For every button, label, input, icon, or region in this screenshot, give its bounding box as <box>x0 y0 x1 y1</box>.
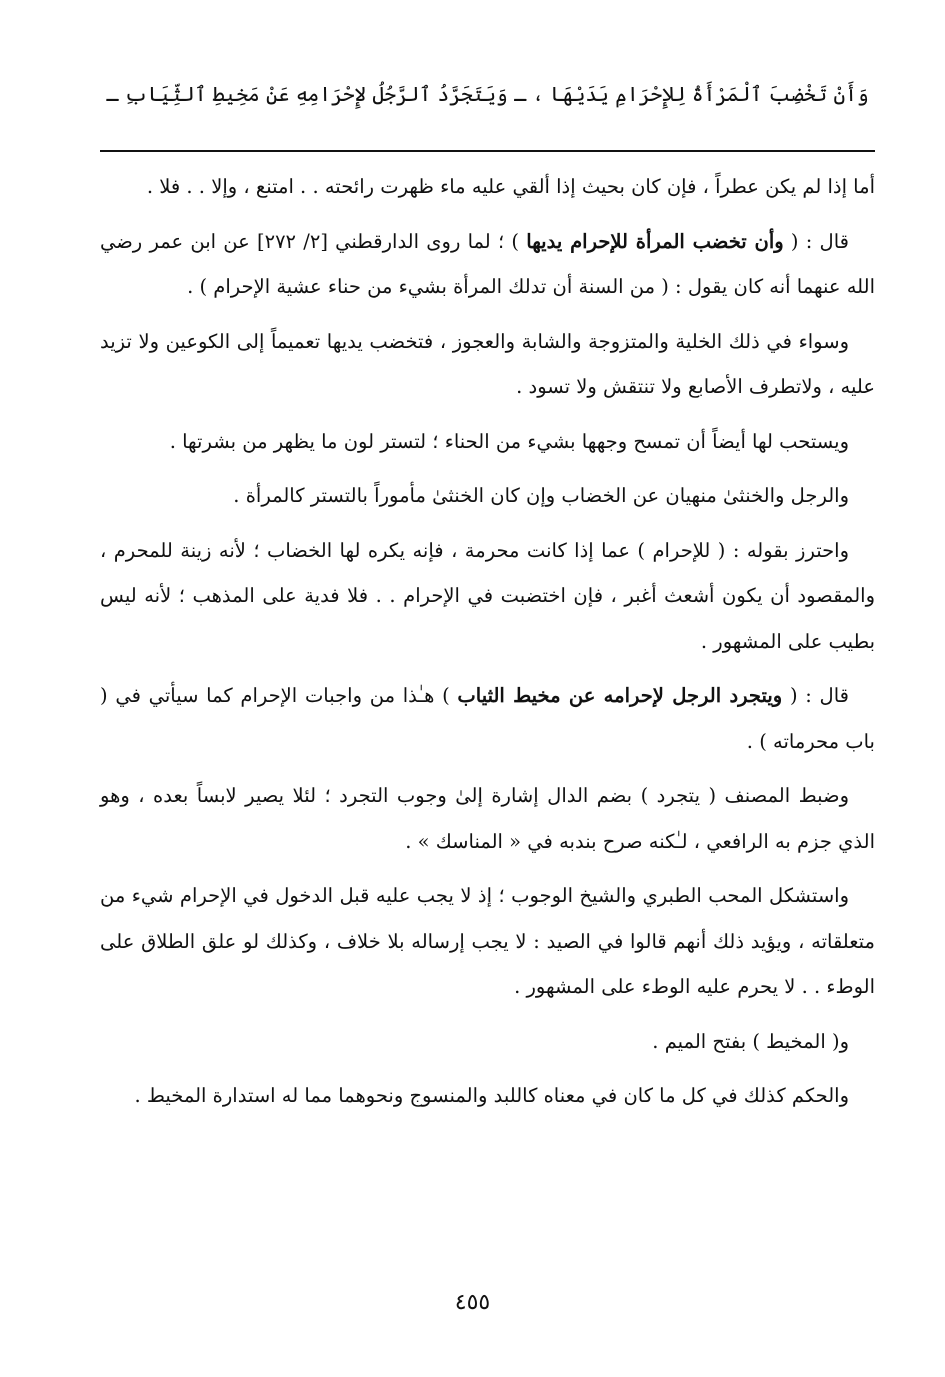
paragraph-text: واحترز بقوله : ( للإحرام ) عما إذا كانت محرمة ، فإنه يكره لها الخضاب ؛ لأنه زينة للمحرم ، والمقصود أن يكون أشعث أغبر ، فإن اختضبت في الإحرام . . فلا فدية على المذهب ؛ لأنه ليس بطيب على المشهور . <box>100 538 875 653</box>
paragraph <box>100 319 875 410</box>
paragraph <box>100 473 875 519</box>
header-divider <box>100 150 875 152</box>
paragraph <box>100 773 875 864</box>
matn-quote: ويتجرد الرجل لإحرامه عن مخيط الثياب <box>457 684 783 707</box>
paragraph-text: وضبط المصنف ( يتجرد ) بضم الدال إشارة إلىٰ وجوب التجرد ؛ لئلا يصير لابساً بعده ، وهو الذي جزم به الرافعي ، لـٰكنه صرح بندبه في « المناسك » . <box>100 784 875 853</box>
paragraph-text: أما إذا لم يكن عطراً ، فإن كان بحيث إذا ألقي عليه ماء ظهرت رائحته . . امتنع ، وإلا . . فلا . <box>146 175 875 198</box>
paragraph-text: و( المخيط ) بفتح الميم . <box>652 1029 849 1053</box>
matn-quote: وأن تخضب المرأة للإحرام يديها <box>526 229 784 253</box>
paragraph <box>100 873 875 1010</box>
paragraph <box>100 673 875 764</box>
matn-header-verse: وَأَنْ تَخْضِبَ ٱلْمَرْأَةُ لِلإِحْرَامِ يَدَيْهَا ، ـ وَيَتَجَرَّدُ ٱلرَّجُلُ لإِحْرَامِهِ عَنْ مَخِيطِ ٱلثِّيَابِ ـ <box>106 82 869 106</box>
paragraph <box>100 164 875 210</box>
paragraph-text: والحكم كذلك في كل ما كان في معناه كاللبد والمنسوج ونحوهما مما له استدارة المخيط . <box>134 1084 849 1107</box>
paragraph <box>100 219 875 310</box>
paragraph-text: واستشكل المحب الطبري والشيخ الوجوب ؛ إذ لا يجب عليه قبل الدخول في الإحرام شيء من متعلقاته ، ويؤيد ذلك أنهم قالوا في الصيد : لا يجب إرساله بلا خلاف ، وكذلك لو علق الطلاق على الوطء . . لا يحرم عليه الوطء على المشهور . <box>100 884 875 998</box>
paragraph-text: وسواء في ذلك الخلية والمتزوجة والشابة والعجوز ، فتخضب يديها تعميماً إلى الكوعين ولا تزيد عليه ، ولاتطرف الأصابع ولا تنتقش ولا تسود . <box>100 329 875 398</box>
paragraph-text: ويستحب لها أيضاً أن تمسح وجهها بشيء من الحناء ؛ لتستر لون ما يظهر من بشرتها . <box>169 429 849 453</box>
paragraph <box>100 528 875 665</box>
paragraph-text: قال : ( <box>782 684 849 707</box>
paragraph-text: ) ؛ لما روى الدارقطني [٢/ ٢٧٢] عن ابن عمر رضي الله عنهما أنه كان يقول : ( من السنة أن تدلك المرأة بشيء من حناء عشية الإحرام ) . <box>100 229 875 298</box>
paragraph-text: ) هـٰذا من واجبات الإحرام كما سيأتي في ( باب محرماته ) . <box>100 684 875 753</box>
paragraph <box>100 1073 875 1119</box>
paragraph <box>100 419 875 465</box>
page-number: ٤٥٥ <box>454 1290 491 1315</box>
commentary-body <box>100 164 875 1128</box>
paragraph <box>100 1019 875 1065</box>
paragraph-text: قال : ( <box>783 229 849 253</box>
paragraph-text: والرجل والخنثىٰ منهيان عن الخضاب وإن كان الخنثىٰ مأموراً بالتستر كالمرأة . <box>233 484 849 507</box>
